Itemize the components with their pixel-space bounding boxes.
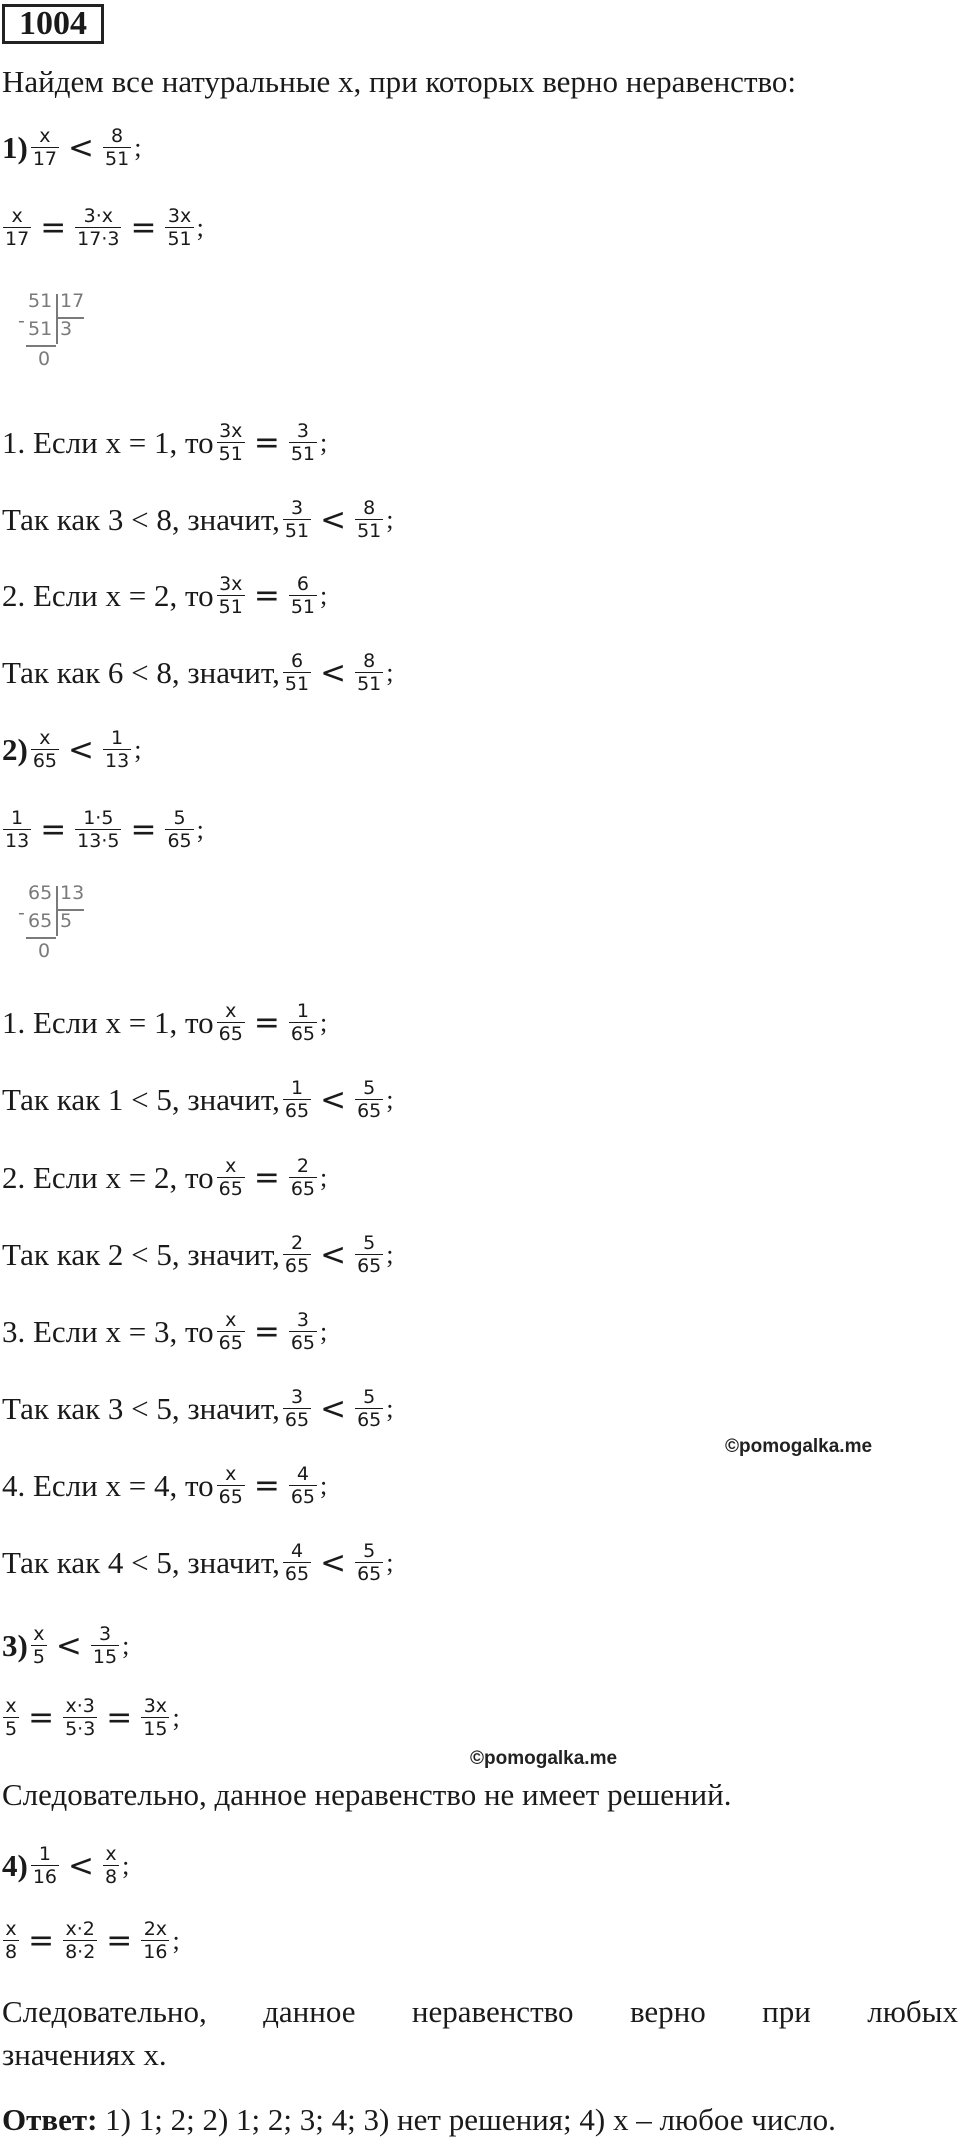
fraction: $\frac{8}{51}$ <box>105 125 130 170</box>
p1-inequality: 1) $\frac{x}{17}$ < $\frac{8}{51}$ ; <box>2 125 142 170</box>
p1-conversion: $\frac{x}{17}$ = $\frac{3\cdot x}{17\cdot 3}$ = $\frac{3x}{51}$ ; <box>0 205 204 250</box>
fraction: $\frac{5}{65}$ <box>357 1077 382 1122</box>
watermark-2: ©pomogalka.me <box>470 1748 618 1769</box>
p1-label: 1) <box>2 129 28 165</box>
p1-long-division: - 51 17 51 3 0 <box>18 290 85 370</box>
fraction: $\frac{1}{13}$ <box>105 727 130 772</box>
fraction: $\frac{3x}{15}$ <box>143 1695 168 1740</box>
fraction: $\frac{8}{51}$ <box>357 650 382 695</box>
fraction: $\frac{1}{65}$ <box>290 1000 315 1045</box>
subtrahend: 65 <box>28 910 53 932</box>
p4-conversion: $\frac{x}{8}$ = $\frac{x\cdot 2}{8\cdot 2}$ = $\frac{2x}{16}$ ; <box>0 1918 180 1963</box>
p2-case-3-if: 3. Если x = 3, то $\frac{x}{65}$ = $\frac{3}{65}$ ; <box>2 1309 328 1354</box>
p2-case-2-since: Так как 2 < 5, значит, $\frac{2}{65}$ < $\frac{5}{65}$ ; <box>2 1232 394 1277</box>
fraction: $\frac{4}{65}$ <box>284 1540 310 1585</box>
fraction: $\frac{5}{65}$ <box>167 807 192 852</box>
fraction: $\frac{x}{65}$ <box>218 1155 243 1200</box>
dividend: 65 <box>28 882 53 904</box>
fraction: $\frac{8}{51}$ <box>357 497 382 542</box>
divisor: 17 <box>60 290 85 312</box>
subtrahend: 51 <box>28 318 53 340</box>
p2-case-2-if: 2. Если x = 2, то $\frac{x}{65}$ = $\frac{2}{65}$ ; <box>2 1155 328 1200</box>
p4-conclusion-line-2: значениях x. <box>2 2037 167 2072</box>
fraction: $\frac{3}{65}$ <box>290 1309 315 1354</box>
fraction: $\frac{x}{5}$ <box>32 1623 45 1668</box>
remainder: 0 <box>38 348 51 370</box>
quotient: 5 <box>60 910 73 932</box>
less-sign: < <box>68 129 94 166</box>
fraction: $\frac{3x}{51}$ <box>218 420 243 465</box>
p2-case-3-since: Так как 3 < 5, значит, $\frac{3}{65}$ < $\frac{5}{65}$ ; <box>2 1386 394 1431</box>
fraction: $\frac{x}{8}$ <box>5 1918 18 1963</box>
p2-inequality: 2) $\frac{x}{65}$ < $\frac{1}{13}$ ; <box>2 727 142 772</box>
divisor: 13 <box>60 882 85 904</box>
fraction: $\frac{3x}{51}$ <box>218 573 243 618</box>
fraction: $\frac{x}{17}$ <box>5 205 30 250</box>
fraction: $\frac{2}{65}$ <box>284 1232 310 1277</box>
fraction: $\frac{3x}{51}$ <box>167 205 192 250</box>
fraction: $\frac{3}{51}$ <box>284 497 310 542</box>
p3-inequality: 3) $\frac{x}{5}$ < $\frac{3}{15}$ ; <box>2 1623 130 1668</box>
fraction: $\frac{6}{51}$ <box>284 650 310 695</box>
fraction: $\frac{3}{65}$ <box>284 1386 310 1431</box>
fraction: $\frac{1}{65}$ <box>284 1077 310 1122</box>
fraction: $\frac{3}{15}$ <box>92 1623 118 1668</box>
answer-label: Ответ: <box>2 2102 98 2137</box>
p2-case-4-if: 4. Если x = 4, то $\frac{x}{65}$ = $\frac{4}{65}$ ; <box>2 1463 328 1508</box>
fraction: $\frac{x}{17}$ <box>32 125 58 170</box>
p2-label: 2) <box>2 731 28 767</box>
fraction: $\frac{x}{65}$ <box>218 1463 243 1508</box>
answer <box>2 2100 836 2140</box>
fraction: $\frac{1}{16}$ <box>32 1843 58 1888</box>
fraction: $\frac{3\cdot x}{17\cdot 3}$ <box>77 205 120 250</box>
fraction: $\frac{x}{8}$ <box>105 1843 118 1888</box>
p1-case-2-since: Так как 6 < 8, значит, $\frac{6}{51}$ < $\frac{8}{51}$ ; <box>2 650 394 695</box>
fraction: $\frac{4}{65}$ <box>290 1463 315 1508</box>
p3-label: 3) <box>2 1627 28 1663</box>
p1-case-1-since: Так как 3 < 8, значит, $\frac{3}{51}$ < $\frac{8}{51}$ ; <box>2 497 394 542</box>
fraction: $\frac{x\cdot 2}{8\cdot 2}$ <box>65 1918 96 1963</box>
fraction: $\frac{5}{65}$ <box>357 1386 382 1431</box>
fraction: $\frac{5}{65}$ <box>357 1540 382 1585</box>
p2-case-1-if: 1. Если x = 1, то $\frac{x}{65}$ = $\frac{1}{65}$ ; <box>2 1000 328 1045</box>
intro-text: Найдем все натуральные x, при которых верно неравенство: <box>2 64 797 99</box>
p2-case-1-since: Так как 1 < 5, значит, $\frac{1}{65}$ < $\frac{5}{65}$ ; <box>2 1077 394 1122</box>
p2-case-4-since: Так как 4 < 5, значит, $\frac{4}{65}$ < $\frac{5}{65}$ ; <box>2 1540 394 1585</box>
p4-inequality: 4) $\frac{1}{16}$ < $\frac{x}{8}$ ; <box>2 1843 130 1888</box>
answer-text: 1) 1; 2; 2) 1; 2; 3; 4; 3) нет решения; 4) x – любое число. <box>105 2102 836 2137</box>
fraction: $\frac{1\cdot 5}{13\cdot 5}$ <box>77 807 120 852</box>
p3-conversion: $\frac{x}{5}$ = $\frac{x\cdot 3}{5\cdot 3}$ = $\frac{3x}{15}$ ; <box>0 1695 180 1740</box>
p4-label: 4) <box>2 1847 28 1883</box>
fraction: $\frac{2x}{16}$ <box>143 1918 168 1963</box>
p2-conversion: $\frac{1}{13}$ = $\frac{1\cdot 5}{13\cdot 5}$ = $\frac{5}{65}$ ; <box>0 807 204 852</box>
fraction: $\frac{6}{51}$ <box>290 573 315 618</box>
p4-conclusion-line-1: Следовательно, данное неравенство верно при любых <box>2 1994 958 2029</box>
fraction: $\frac{3}{51}$ <box>290 420 315 465</box>
quotient: 3 <box>60 318 73 340</box>
fraction: $\frac{x}{65}$ <box>218 1309 243 1354</box>
dividend: 51 <box>28 290 53 312</box>
fraction: $\frac{1}{13}$ <box>5 807 30 852</box>
task-number: 1004 <box>2 4 104 44</box>
p1-case-2-if: 2. Если x = 2, то $\frac{3x}{51}$ = $\frac{6}{51}$ ; <box>2 573 328 618</box>
fraction: $\frac{x}{5}$ <box>5 1695 18 1740</box>
remainder: 0 <box>38 940 51 962</box>
p2-long-division: - 65 13 65 5 0 <box>18 882 85 962</box>
fraction: $\frac{5}{65}$ <box>357 1232 382 1277</box>
fraction: $\frac{x}{65}$ <box>32 727 58 772</box>
p3-conclusion: Следовательно, данное неравенство не имеет решений. <box>2 1777 732 1812</box>
watermark: ©pomogalka.me <box>725 1436 873 1457</box>
fraction: $\frac{x}{65}$ <box>218 1000 243 1045</box>
fraction: $\frac{2}{65}$ <box>290 1155 315 1200</box>
fraction: $\frac{x\cdot 3}{5\cdot 3}$ <box>65 1695 96 1740</box>
p1-case-1-if: 1. Если x = 1, то $\frac{3x}{51}$ = $\frac{3}{51}$ ; <box>2 420 328 465</box>
